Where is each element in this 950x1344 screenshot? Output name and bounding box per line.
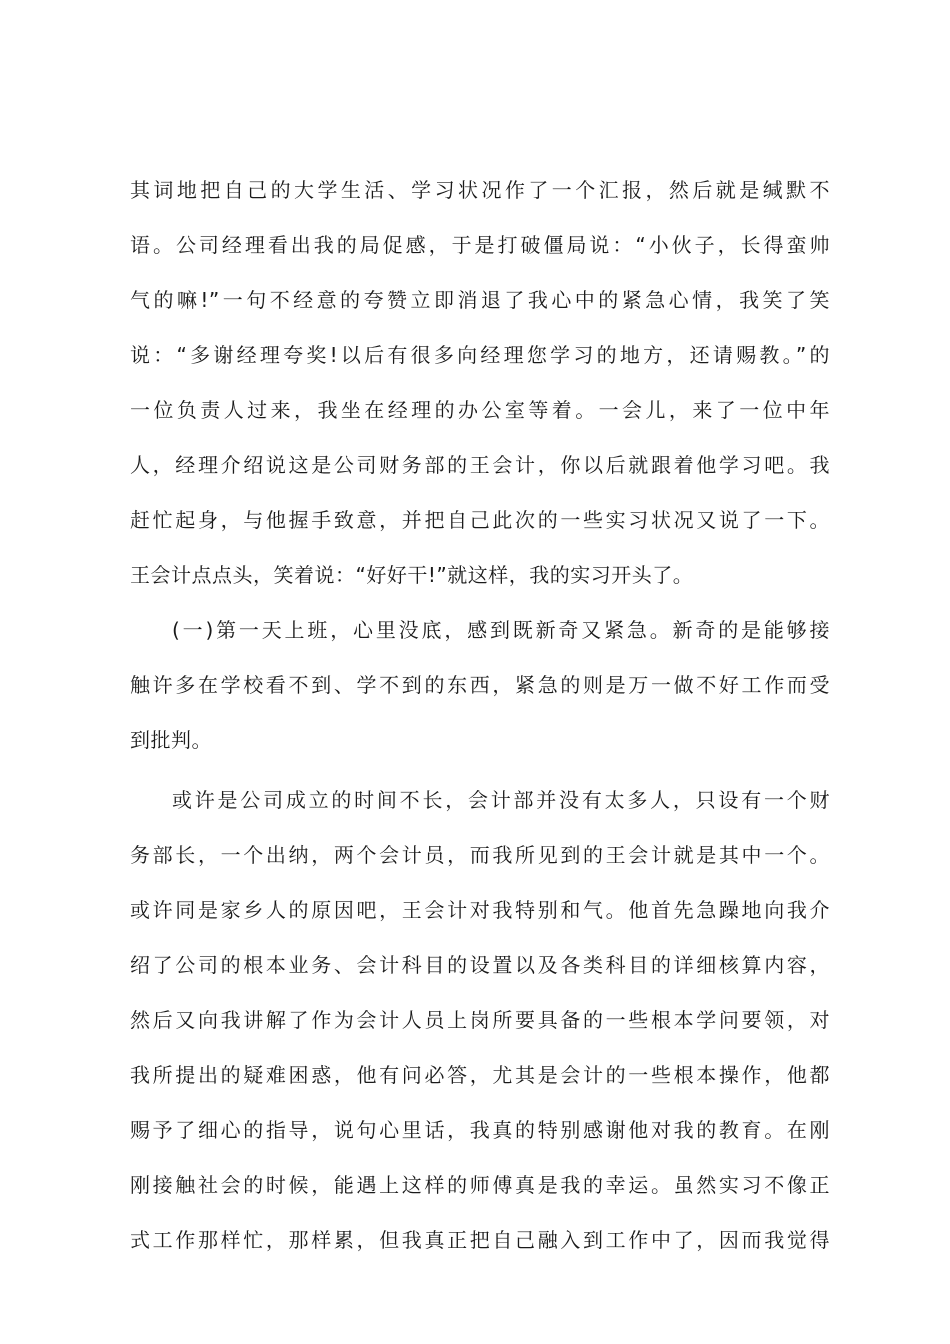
text-line: 或许是公司成立的时间不长，会计部并没有太多人，只设有一个财 — [172, 788, 830, 812]
text-line: 到批判。 — [130, 728, 212, 752]
text-line: 赶忙起身，与他握手致意，并把自己此次的一些实习状况又说了一下。 — [130, 508, 830, 532]
text-line: 其词地把自己的大学生活、学习状况作了一个汇报，然后就是缄默不 — [130, 178, 830, 202]
text-line: 或许同是家乡人的原因吧，王会计对我特别和气。他首先急躁地向我介 — [130, 898, 830, 922]
text-line: 式工作那样忙，那样累，但我真正把自己融入到工作中了，因而我觉得 — [130, 1228, 830, 1252]
text-line: 然后又向我讲解了作为会计人员上岗所要具备的一些根本学问要领，对 — [130, 1008, 830, 1032]
text-line: 王会计点点头，笑着说：“好好干!”就这样，我的实习开头了。 — [130, 563, 694, 587]
text-line: 绍了公司的根本业务、会计科目的设置以及各类科目的详细核算内容， — [130, 953, 830, 977]
text-line: 语。公司经理看出我的局促感，于是打破僵局说：“小伙子，长得蛮帅 — [130, 233, 830, 257]
text-line: (一)第一天上班，心里没底，感到既新奇又紧急。新奇的是能够接 — [172, 618, 830, 642]
text-line: 我所提出的疑难困惑，他有问必答，尤其是会计的一些根本操作，他都 — [130, 1063, 830, 1087]
text-line: 人，经理介绍说这是公司财务部的王会计，你以后就跟着他学习吧。我 — [130, 453, 830, 477]
text-line: 务部长，一个出纳，两个会计员，而我所见到的王会计就是其中一个。 — [130, 843, 830, 867]
paragraph-3 — [130, 786, 830, 1254]
text-line: 说：“多谢经理夸奖!以后有很多向经理您学习的地方，还请赐教。”的 — [130, 343, 830, 367]
paragraph-1 — [130, 176, 830, 589]
text-line: 触许多在学校看不到、学不到的东西，紧急的则是万一做不好工作而受 — [130, 673, 830, 697]
text-line: 气的嘛!”一句不经意的夸赞立即消退了我心中的紧急心情，我笑了笑 — [130, 288, 830, 312]
text-line: 赐予了细心的指导，说句心里话，我真的特别感谢他对我的教育。在刚 — [130, 1118, 830, 1142]
text-line: 一位负责人过来，我坐在经理的办公室等着。一会儿，来了一位中年 — [130, 398, 830, 422]
paragraph-2 — [130, 616, 830, 754]
text-line: 刚接触社会的时候，能遇上这样的师傅真是我的幸运。虽然实习不像正 — [130, 1173, 830, 1197]
document-body — [130, 176, 830, 1281]
